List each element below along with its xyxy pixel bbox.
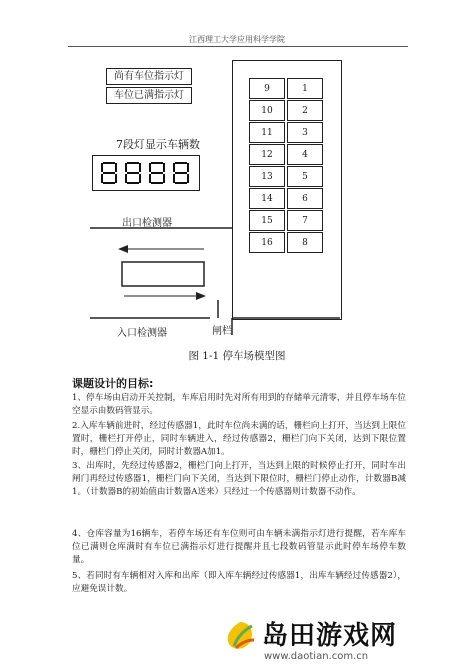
slot-right-4: 4 xyxy=(287,144,323,165)
paragraph-5: 5、若同时有车辆相对入库和出库（即入库车辆经过传感器1，出库车辆经过传感器2），应避免误计数。 xyxy=(72,571,406,594)
gate-label: 闸栏 xyxy=(212,326,232,337)
slot-left-7: 15 xyxy=(249,210,285,231)
seg-display-title: 7段灯显示车辆数 xyxy=(116,138,200,151)
slot-right-1: 1 xyxy=(287,78,323,99)
slot-right-3: 3 xyxy=(287,122,323,143)
indicator-has-space: 尚有车位指示灯 xyxy=(106,68,192,85)
figure-caption: 图 1-1 停车场模型图 xyxy=(188,350,286,362)
slot-right-7: 7 xyxy=(287,210,323,231)
paragraph-1: 1、停车场由启动开关控制，车库启用时先对所有用到的存储单元清零，并且停车场车位空显示由数码管显示。 xyxy=(72,393,406,416)
slot-right-2: 2 xyxy=(287,100,323,121)
slot-left-6: 14 xyxy=(249,188,285,209)
paragraph-4: 4、仓库容量为16辆车，若停车场还有车位则可由车辆未满指示灯进行提醒，若车库车位已满则仓库满时有车位已满指示灯进行提醒并且七段数码管显示此时停车场停车数量。 xyxy=(72,529,406,565)
watermark-text: 岛田游戏网 xyxy=(262,621,398,651)
exit-detector-label: 出口检测器 xyxy=(122,218,172,229)
paragraph-3: 3、出库时，先经过传感器2，栅栏门向上打开，当达到上限的时候停止打开，同时车出闸门再经过传感器1，栅栏门向下关闭，当达到下限位时，栅栏门停止动作，计数器B减1。（计数器B的初始值由计数器A送来）只经过一个传感器则计数器不动作。 xyxy=(72,461,406,497)
slot-left-2: 10 xyxy=(249,100,285,121)
slot-right-6: 6 xyxy=(287,188,323,209)
slot-left-3: 11 xyxy=(249,122,285,143)
page-header: 江西理工大学应用科学学院 xyxy=(189,35,285,44)
slot-left-8: 16 xyxy=(249,232,285,253)
slot-left-1: 9 xyxy=(249,78,285,99)
entry-detector-label: 入口检测器 xyxy=(117,328,167,339)
slot-left-5: 13 xyxy=(249,166,285,187)
slot-right-8: 8 xyxy=(287,232,323,253)
section-title: 课题设计的目标: xyxy=(72,377,154,390)
paragraph-2: 2.入库车辆前进时，经过传感器1，此时车位尚未满的话，栅栏向上打开，当达到上限位置时，栅栏打开停止，同时车辆进入，经过传感器2，栅栏门向下关闭，达到下限位置时，栅栏门停止关闭，同时计数器A加1。 xyxy=(72,421,406,457)
watermark-url: www.daotian.com.cn xyxy=(264,651,369,662)
slot-right-5: 5 xyxy=(287,166,323,187)
watermark-logo-icon xyxy=(222,618,258,654)
indicator-full: 车位已满指示灯 xyxy=(106,87,192,104)
slot-left-4: 12 xyxy=(249,144,285,165)
